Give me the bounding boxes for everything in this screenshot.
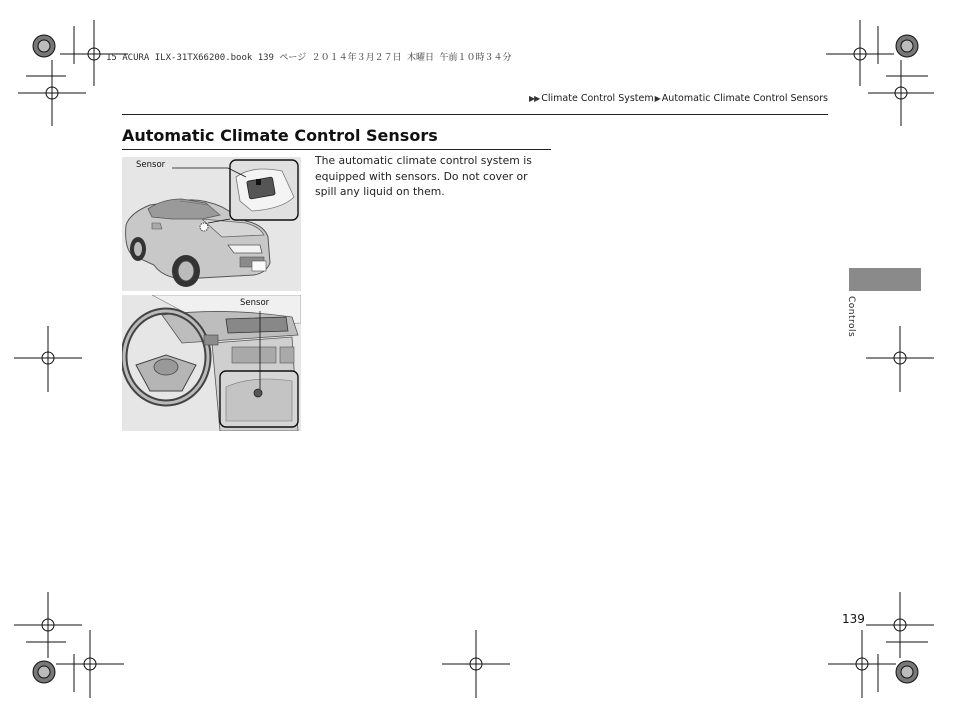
- body-paragraph: The automatic climate control system is equipped with sensors. Do not cover or spill any liquid on them.: [315, 154, 532, 198]
- figure-1-label: Sensor: [136, 160, 166, 170]
- side-tab-label: Controls: [846, 296, 856, 338]
- breadcrumb-item-climate-control-system[interactable]: Climate Control System: [541, 93, 654, 104]
- figure-2-label: Sensor: [240, 298, 270, 308]
- page-number: 139: [842, 612, 865, 626]
- breadcrumb-item-automatic-climate-control-sensors[interactable]: Automatic Climate Control Sensors: [661, 93, 828, 104]
- breadcrumb-arrow-icon: ▶▶: [528, 94, 540, 103]
- breadcrumb-separator-icon: ▶: [654, 94, 661, 103]
- section-title: Automatic Climate Control Sensors: [122, 126, 438, 145]
- print-production-header: 15 ACURA ILX-31TX66200.book 139 ページ ２０１４年３月２７日 木曜日 午前１０時３４分: [106, 53, 512, 63]
